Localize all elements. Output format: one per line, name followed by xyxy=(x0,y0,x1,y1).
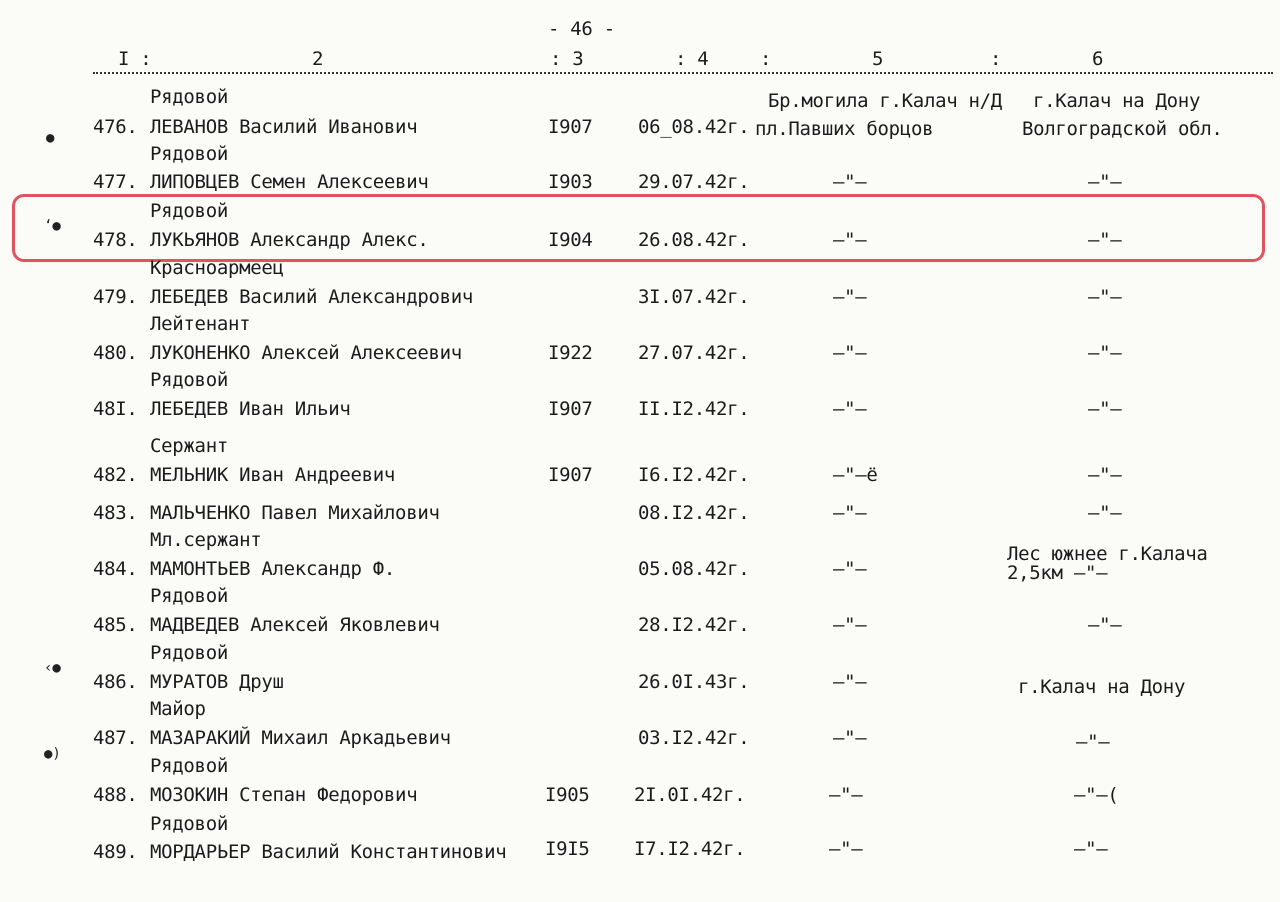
col-header-sep-5: : xyxy=(990,48,1002,70)
row-burial-place: –"– xyxy=(833,614,867,636)
row-burial-place: –"– xyxy=(833,727,867,749)
row-region: –"– xyxy=(1088,286,1122,308)
row-number: 488. xyxy=(93,784,138,806)
row-death-date: 28.I2.42г. xyxy=(638,614,750,636)
col-header-2: 2 xyxy=(312,48,324,70)
row-region: –"– xyxy=(1088,171,1122,193)
row-name: МАЛЬЧЕНКО Павел Михайлович xyxy=(150,502,440,524)
row-birth-year: I907 xyxy=(548,116,593,138)
row-region-line1: г.Калач на Дону xyxy=(1033,90,1201,112)
row-number: 484. xyxy=(93,558,138,580)
row-name: МАЗАРАКИЙ Михаил Аркадьевич xyxy=(150,727,451,749)
row-birth-year: I903 xyxy=(548,171,593,193)
row-region: –"– xyxy=(1074,838,1108,860)
row-death-date: 05.08.42г. xyxy=(638,558,750,580)
row-region: –"– xyxy=(1088,614,1122,636)
row-burial-place-line1: Бр.могила г.Калач н/Д xyxy=(768,90,1002,112)
row-burial-place: –"– xyxy=(833,229,867,251)
row-death-date: 26.08.42г. xyxy=(638,229,750,251)
row-name: ЛЕВАНОВ Василий Иванович xyxy=(150,116,418,138)
row-rank: Мл.сержант xyxy=(150,529,262,551)
row-burial-place: –"– xyxy=(833,342,867,364)
row-burial-place: –"– xyxy=(833,671,867,693)
row-burial-place: –"– xyxy=(829,838,863,860)
row-number: 48I. xyxy=(93,398,138,420)
row-number: 480. xyxy=(93,342,138,364)
row-number: 487. xyxy=(93,727,138,749)
row-rank: Сержант xyxy=(150,435,228,457)
row-death-date: 27.07.42г. xyxy=(638,342,750,364)
row-rank: Рядовой xyxy=(150,200,228,222)
row-region: –"– xyxy=(1088,502,1122,524)
row-name: МАМОНТЬЕВ Александр Ф. xyxy=(150,558,396,580)
row-burial-place: –"– xyxy=(829,784,863,806)
row-birth-year: I907 xyxy=(548,398,593,420)
row-birth-year: I9I5 xyxy=(545,838,590,860)
row-rank: Рядовой xyxy=(150,585,228,607)
row-burial-place: –"– xyxy=(833,558,867,580)
row-rank: Рядовой xyxy=(150,813,228,835)
row-number: 482. xyxy=(93,464,138,486)
row-rank: Лейтенант xyxy=(150,313,251,335)
row-death-date: I7.I2.42г. xyxy=(634,838,746,860)
row-number: 483. xyxy=(93,502,138,524)
row-birth-year: I905 xyxy=(545,784,590,806)
row-birth-year: I904 xyxy=(548,229,593,251)
page-number: - 46 - xyxy=(548,18,615,40)
row-burial-place: –"– xyxy=(833,398,867,420)
col-header-4: : 4 xyxy=(675,48,709,70)
row-number: 476. xyxy=(93,116,138,138)
row-rank: Красноармеец xyxy=(150,257,284,279)
row-region: г.Калач на Дону xyxy=(1018,676,1186,698)
row-burial-place-line2: пл.Павших борцов xyxy=(755,118,934,140)
row-death-date: 26.0I.43г. xyxy=(638,671,750,693)
row-name: МОРДАРЬЕР Василий Константинович xyxy=(150,841,507,863)
row-number: 478. xyxy=(93,229,138,251)
row-death-date: I6.I2.42г. xyxy=(638,464,750,486)
row-name: МУРАТОВ Друш xyxy=(150,671,284,693)
row-name: ЛУКЬЯНОВ Александр Алекс. xyxy=(150,229,429,251)
col-header-3: : 3 xyxy=(550,48,584,70)
row-burial-place: –"– xyxy=(833,286,867,308)
row-region: –"– xyxy=(1088,229,1122,251)
row-number: 485. xyxy=(93,614,138,636)
row-number: 477. xyxy=(93,171,138,193)
row-name: МЕЛЬНИК Иван Андреевич xyxy=(150,464,396,486)
col-header-5: 5 xyxy=(872,48,884,70)
header-dotted-rule xyxy=(93,72,1273,74)
row-burial-place: –"– xyxy=(833,502,867,524)
row-number: 489. xyxy=(93,841,138,863)
scan-speck: ‹● xyxy=(44,660,61,676)
row-burial-place: –"– xyxy=(833,171,867,193)
row-region: –"– xyxy=(1076,731,1110,753)
row-number: 479. xyxy=(93,286,138,308)
row-rank: Рядовой xyxy=(150,86,228,108)
row-region: –"– xyxy=(1088,398,1122,420)
col-header-sep-4: : xyxy=(760,48,772,70)
row-rank: Рядовой xyxy=(150,369,228,391)
row-birth-year: I922 xyxy=(548,342,593,364)
row-region-line1: Лес южнее г.Калача xyxy=(1007,543,1208,565)
row-rank: Рядовой xyxy=(150,143,228,165)
row-name: МАДВЕДЕВ Алексей Яковлевич xyxy=(150,614,440,636)
row-region-line2: 2,5км –"– xyxy=(1007,562,1108,584)
row-burial-place: –"–ё xyxy=(833,464,878,486)
scan-speck: ‘● xyxy=(44,218,61,234)
row-death-date: 06_08.42г. xyxy=(638,116,750,138)
row-death-date: 3I.07.42г. xyxy=(638,286,750,308)
row-name: ЛЕБЕДЕВ Василий Александрович xyxy=(150,286,474,308)
scan-speck: ●) xyxy=(44,746,61,762)
col-header-6: 6 xyxy=(1092,48,1104,70)
row-death-date: 08.I2.42г. xyxy=(638,502,750,524)
row-death-date: 2I.0I.42г. xyxy=(634,784,746,806)
row-birth-year: I907 xyxy=(548,464,593,486)
row-region: –"– xyxy=(1088,464,1122,486)
row-name: МОЗОКИН Степан Федорович xyxy=(150,784,418,806)
row-name: ЛИПОВЦЕВ Семен Алексеевич xyxy=(150,171,429,193)
row-rank: Рядовой xyxy=(150,642,228,664)
row-highlight-frame xyxy=(12,194,1265,262)
row-name: ЛУКОНЕНКО Алексей Алексеевич xyxy=(150,342,462,364)
col-header-1: I : xyxy=(118,48,152,70)
scan-speck: ● xyxy=(46,130,55,146)
row-death-date: 29.07.42г. xyxy=(638,171,750,193)
row-number: 486. xyxy=(93,671,138,693)
row-region: –"– xyxy=(1088,342,1122,364)
row-death-date: 03.I2.42г. xyxy=(638,727,750,749)
row-rank: Рядовой xyxy=(150,755,228,777)
row-name: ЛЕБЕДЕВ Иван Ильич xyxy=(150,398,351,420)
row-region: –"–( xyxy=(1074,784,1119,806)
row-region-line2: Волгоградской обл. xyxy=(1022,118,1223,140)
row-death-date: II.I2.42г. xyxy=(638,398,750,420)
row-rank: Майор xyxy=(150,698,206,720)
